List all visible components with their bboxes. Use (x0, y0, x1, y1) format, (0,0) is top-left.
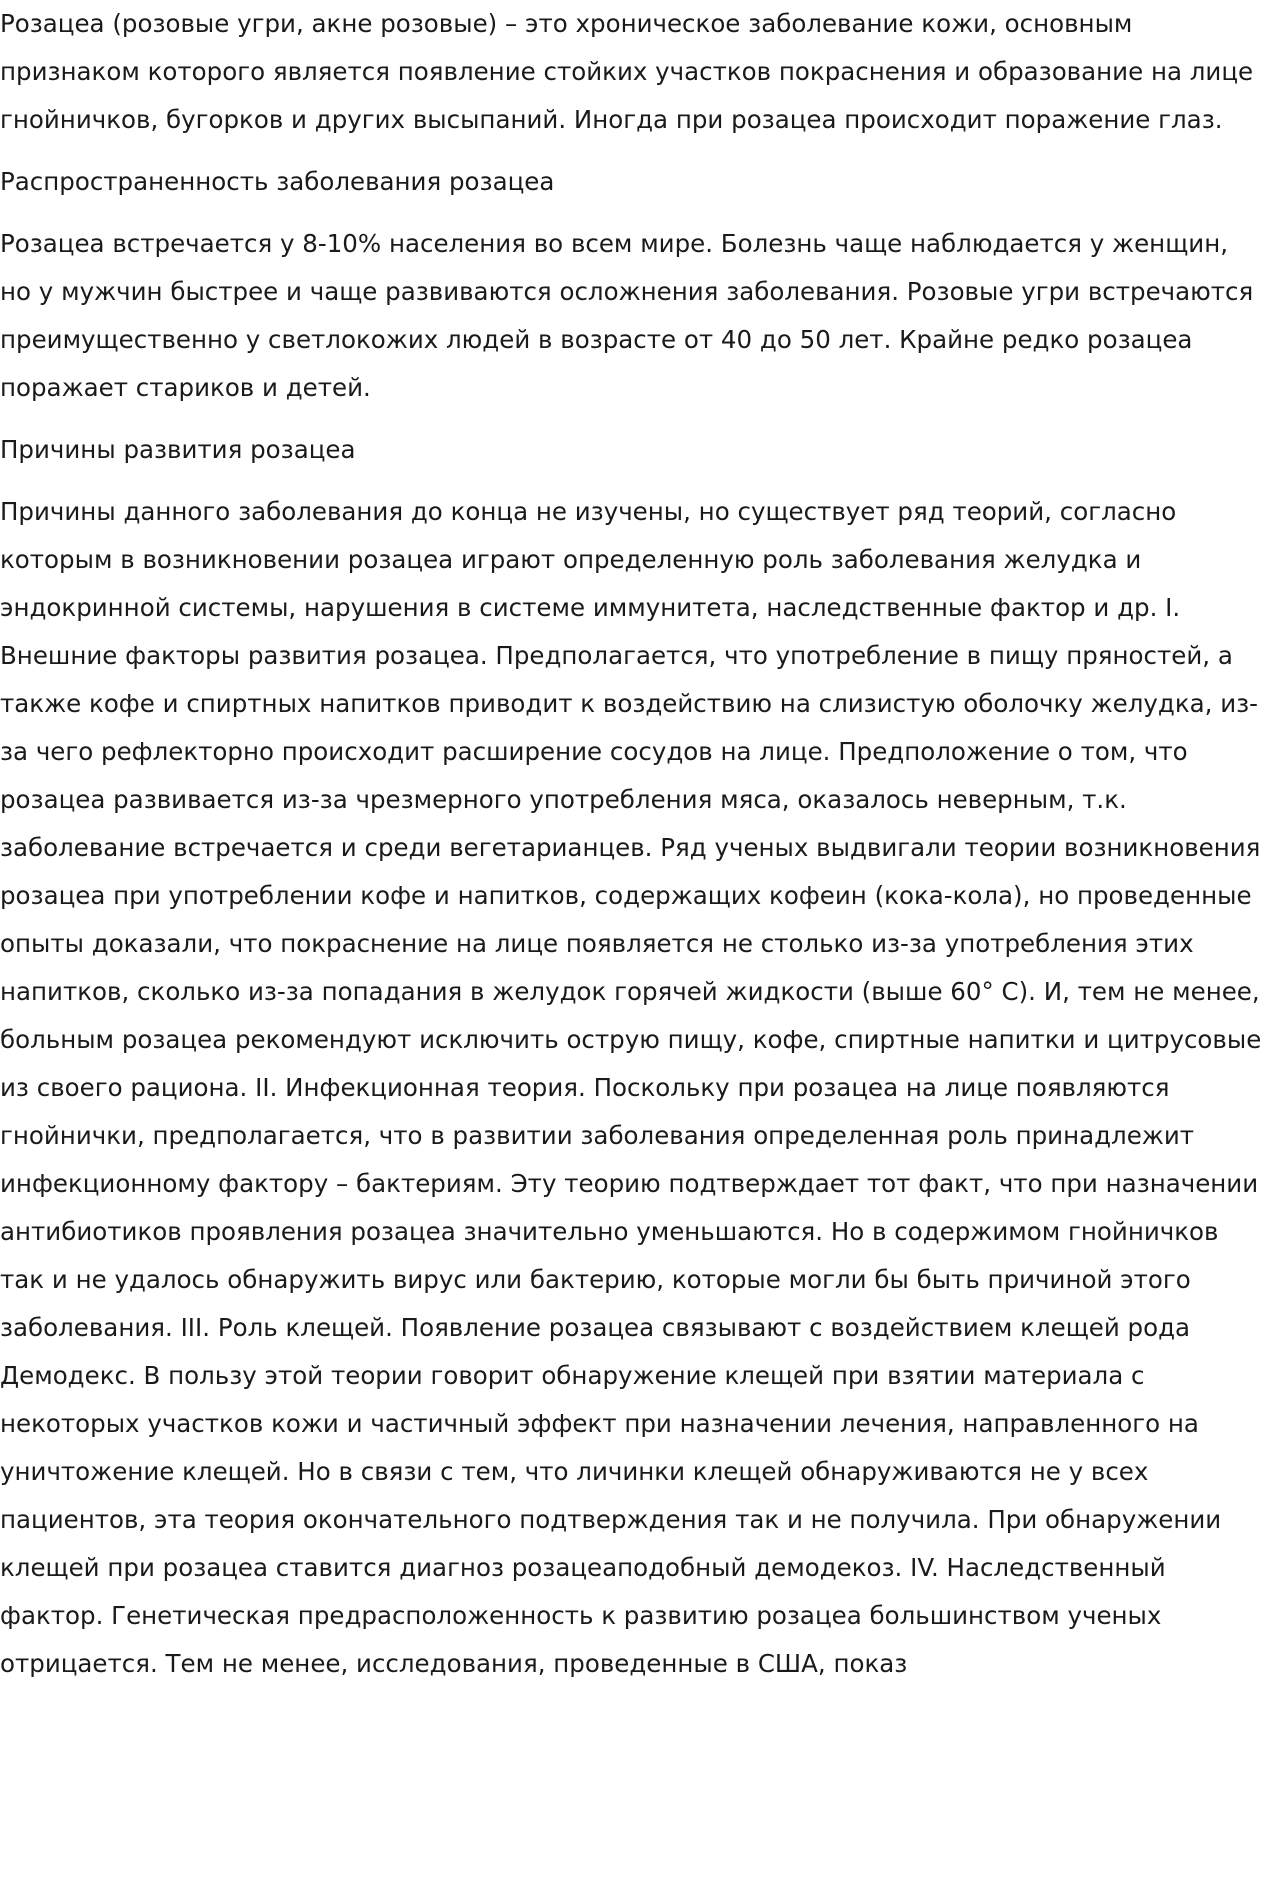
section-heading-prevalence: Распространенность заболевания розацеа (0, 167, 555, 196)
intro-paragraph: Розацеа (розовые угри, акне розовые) – это хроническое заболевание кожи, основным признаком которого является появление стойких участков покраснения и образование на лице гнойничков, бугорков и других высыпаний. Иногда при розацеа происходит поражение глаз. (0, 9, 1254, 134)
section-heading-causes: Причины развития розацеа (0, 435, 356, 464)
prevalence-paragraph: Розацеа встречается у 8-10% населения во всем мире. Болезнь чаще наблюдается у женщин, но у мужчин быстрее и чаще развиваются осложнения заболевания. Розовые угри встречаются преимущественно у светлокожих людей в возрасте от 40 до 50 лет. Крайне редко розацеа поражает стариков и детей. (0, 229, 1254, 402)
causes-paragraph: Причины данного заболевания до конца не изучены, но существует ряд теорий, согласно которым в возникновении розацеа играют определенную роль заболевания желудка и эндокринной системы, нарушения в системе иммунитета, наследственные фактор и др. I. Внешние факторы развития розацеа. Предполагается, что употребление в пищу пряностей, а также кофе и спиртных напитков приводит к воздействию на слизистую оболочку желудка, из-за чего рефлекторно происходит расширение сосудов на лице. Предположение о том, что розацеа развивается из-за чрезмерного употребления мяса, оказалось неверным, т.к. заболевание встречается и среди вегетарианцев. Ряд ученых выдвигали теории возникновения розацеа при употреблении кофе и напитков, содержащих кофеин (кока-кола), но проведенные опыты доказали, что покраснение на лице появляется не столько из-за употребления этих напитков, сколько из-за попадания в желудок горячей жидкости (выше 60° С). И, тем не менее, больным розацеа рекомендуют исключить острую пищу, кофе, спиртные напитки и цитрусовые из своего рациона. II. Инфекционная теория. Поскольку при розацеа на лице появляются гнойнички, предполагается, что в развитии заболевания определенная роль принадлежит инфекционному фактору – бактериям. Эту теорию подтверждает тот факт, что при назначении антибиотиков проявления розацеа значительно уменьшаются. Но в содержимом гнойничков так и не удалось обнаружить вирус или бактерию, которые могли бы быть причиной этого заболевания. III. Роль клещей. Появление розацеа связывают с воздействием клещей рода Демодекс. В пользу этой теории говорит обнаружение клещей при взятии материала с некоторых участков кожи и частичный эффект при назначении лечения, направленного на уничтожение клещей. Но в связи с тем, что личинки клещей обнаруживаются не у всех пациентов, эта теория окончательного подтверждения так и не получила. При обнаружении клещей при розацеа ставится диагноз розацеаподобный демодекоз. IV. Наследственный фактор. Генетическая предрасположенность к развитию розацеа большинством ученых отрицается. Тем не менее, исследования, проведенные в США, показ (0, 497, 1262, 1678)
